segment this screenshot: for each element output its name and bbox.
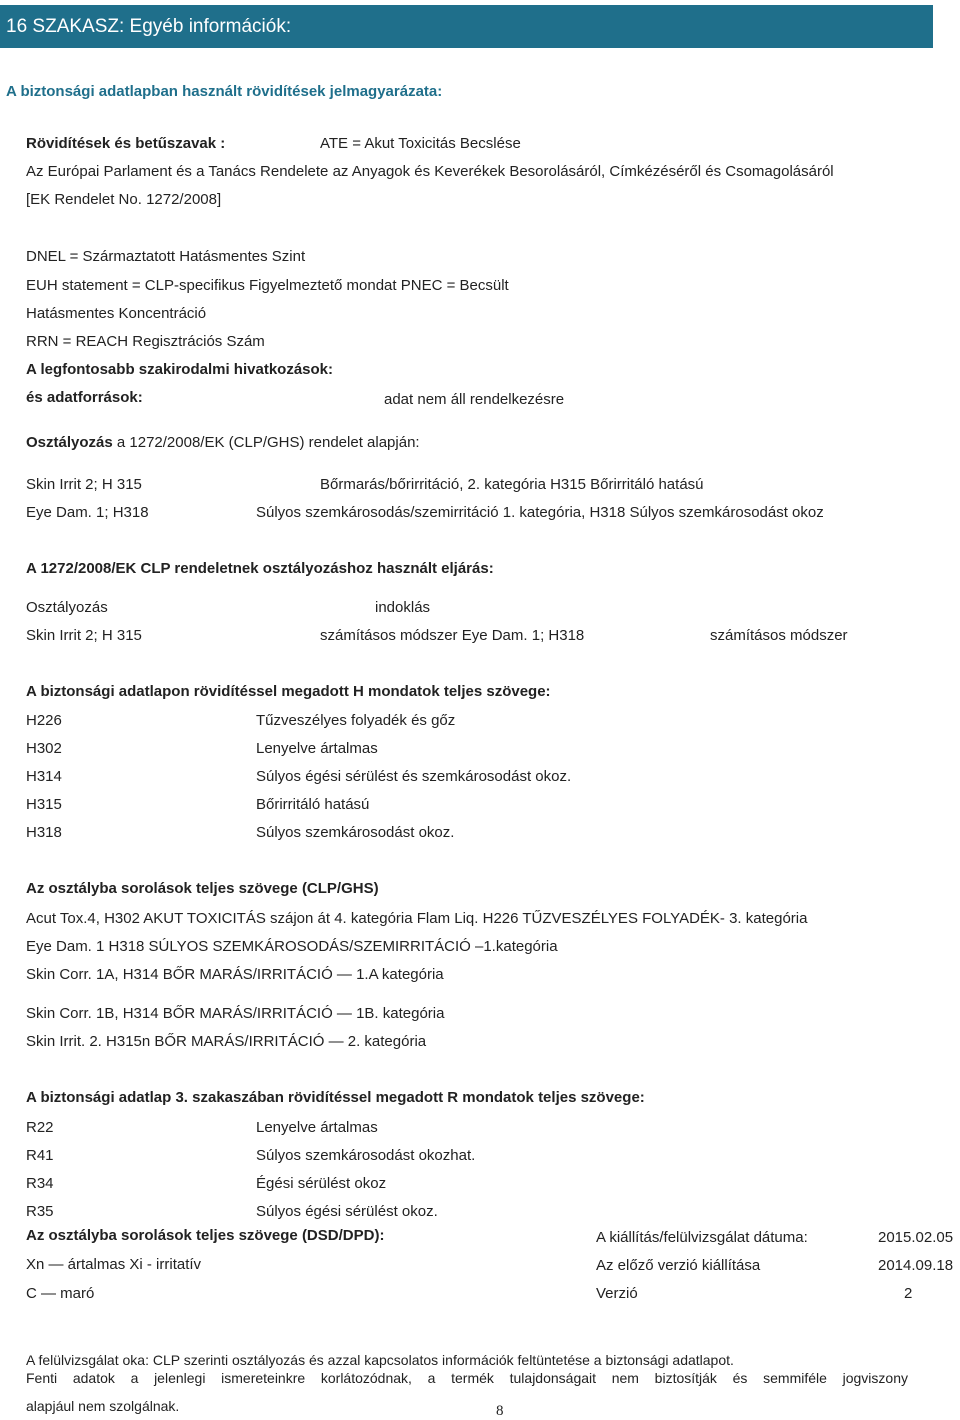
procedure-col-classification: Osztályozás xyxy=(26,599,108,616)
classification-code: Eye Dam. 1; H318 xyxy=(26,504,149,521)
procedure-row-method-2: számításos módszer xyxy=(710,627,848,644)
issue-date-label: A kiállítás/felülvizsgálat dátuma: xyxy=(596,1229,808,1246)
h-statements-heading: A biztonsági adatlapon rövidítéssel megadott H mondatok teljes szövege: xyxy=(26,683,551,700)
h-text: Súlyos égési sérülést és szemkárosodást okoz. xyxy=(256,768,572,785)
h-code: H302 xyxy=(26,740,62,757)
clp-full-heading: Az osztályba sorolások teljes szövege (CLP/GHS) xyxy=(26,880,379,897)
classification-code: Skin Irrit 2; H 315 xyxy=(26,476,142,493)
r-code: R35 xyxy=(26,1203,54,1220)
r-text: Súlyos égési sérülést okoz. xyxy=(256,1203,438,1220)
abbrev-regulation: Az Európai Parlament és a Tanács Rendelete az Anyagok és Keverékek Besorolásáról, Címkézéséről és Csomagolásáról xyxy=(26,163,834,180)
abbrev-rrn: RRN = REACH Regisztrációs Szám xyxy=(26,333,265,350)
section-header-bar xyxy=(0,5,933,48)
abbrev-pnec: Hatásmentes Koncentráció xyxy=(26,305,207,322)
classification-desc: Bőrmarás/bőrirritáció, 2. kategória H315 Bőrirritáló hatású xyxy=(320,476,704,493)
classification-desc: Súlyos szemkárosodás/szemirritáció 1. kategória, H318 Súlyos szemkárosodást okoz xyxy=(256,504,824,521)
clp-full-line: Eye Dam. 1 H318 SÚLYOS SZEMKÁROSODÁS/SZEMIRRITÁCIÓ –1.kategória xyxy=(26,938,558,955)
r-text: Égési sérülést okoz xyxy=(256,1175,387,1192)
footer-revision-reason: A felülvizsgálat oka: CLP szerinti osztályozás és azzal kapcsolatos információk feltüntetése a biztonsági adatlapot. xyxy=(26,1352,734,1368)
r-code: R34 xyxy=(26,1175,54,1192)
dsd-heading: Az osztályba sorolások teljes szövege (DSD/DPD): xyxy=(26,1227,385,1244)
r-statements-heading: A biztonsági adatlap 3. szakaszában rövidítéssel megadott R mondatok teljes szövege: xyxy=(26,1089,645,1106)
page-number: 8 xyxy=(496,1403,504,1419)
procedure-heading: A 1272/2008/EK CLP rendeletnek osztályozáshoz használt eljárás: xyxy=(26,560,494,577)
abbreviations-heading: A biztonsági adatlapban használt rövidítések jelmagyarázata: xyxy=(6,83,443,100)
references-heading-2: és adatforrások: xyxy=(26,389,143,406)
abbrev-regulation-no: [EK Rendelet No. 1272/2008] xyxy=(26,191,222,208)
abbrev-label: Rövidítések és betűszavak : xyxy=(26,135,226,152)
r-text: Lenyelve ártalmas xyxy=(256,1119,378,1136)
r-code: R22 xyxy=(26,1119,54,1136)
classification-heading-rest: a 1272/2008/EK (CLP/GHS) rendelet alapján: xyxy=(112,434,420,451)
r-text: Súlyos szemkárosodást okozhat. xyxy=(256,1147,476,1164)
abbrev-euh: EUH statement = CLP-specifikus Figyelmeztető mondat PNEC = Becsült xyxy=(26,277,509,294)
clp-full-line: Skin Irrit. 2. H315n BŐR MARÁS/IRRITÁCIÓ — 2. kategória xyxy=(26,1033,427,1050)
procedure-row-method: számításos módszer Eye Dam. 1; H318 xyxy=(320,627,585,644)
h-code: H314 xyxy=(26,768,62,785)
h-code: H226 xyxy=(26,712,62,729)
clp-full-line: Skin Corr. 1B, H314 BŐR MARÁS/IRRITÁCIÓ — 1B. kategória xyxy=(26,1005,445,1022)
footer-disclaimer: Fenti adatok a jelenlegi ismereteinkre korlátozódnak, a termék tulajdonságait nem biztosítják és semmiféle jogviszony xyxy=(26,1370,908,1386)
footer-disclaimer-end: alapjául nem szolgálnak. xyxy=(26,1398,180,1414)
h-text: Bőrirritáló hatású xyxy=(256,796,370,813)
h-text: Lenyelve ártalmas xyxy=(256,740,378,757)
references-heading: A legfontosabb szakirodalmi hivatkozások: xyxy=(26,361,334,378)
abbrev-dnel: DNEL = Származtatott Hatásmentes Szint xyxy=(26,248,306,265)
version-label: Verzió xyxy=(596,1285,638,1302)
abbrev-ate: ATE = Akut Toxicitás Becslése xyxy=(320,135,521,152)
h-code: H315 xyxy=(26,796,62,813)
procedure-row-code: Skin Irrit 2; H 315 xyxy=(26,627,142,644)
classification-heading-bold: Osztályozás xyxy=(26,434,113,451)
dsd-line: C — maró xyxy=(26,1285,95,1302)
previous-version-label: Az előző verzió kiállítása xyxy=(596,1257,761,1274)
issue-date-value: 2015.02.05 xyxy=(878,1229,954,1246)
references-value: adat nem áll rendelkezésre xyxy=(384,391,565,408)
clp-full-line: Acut Tox.4, H302 AKUT TOXICITÁS szájon át 4. kategória Flam Liq. H226 TŰZVESZÉLYES FOLYADÉK- 3. kategória xyxy=(26,910,808,927)
section-title: 16 SZAKASZ: Egyéb információk: xyxy=(6,16,292,37)
h-code: H318 xyxy=(26,824,62,841)
classification-heading xyxy=(26,434,420,452)
r-code: R41 xyxy=(26,1147,54,1164)
dsd-line: Xn — ártalmas Xi - irritatív xyxy=(26,1256,202,1273)
clp-full-line: Skin Corr. 1A, H314 BŐR MARÁS/IRRITÁCIÓ — 1.A kategória xyxy=(26,966,444,983)
procedure-col-reason: indoklás xyxy=(375,599,431,616)
h-text: Tűzveszélyes folyadék és gőz xyxy=(256,712,456,729)
version-value: 2 xyxy=(904,1285,913,1302)
previous-version-value: 2014.09.18 xyxy=(878,1257,954,1274)
h-text: Súlyos szemkárosodást okoz. xyxy=(256,824,455,841)
